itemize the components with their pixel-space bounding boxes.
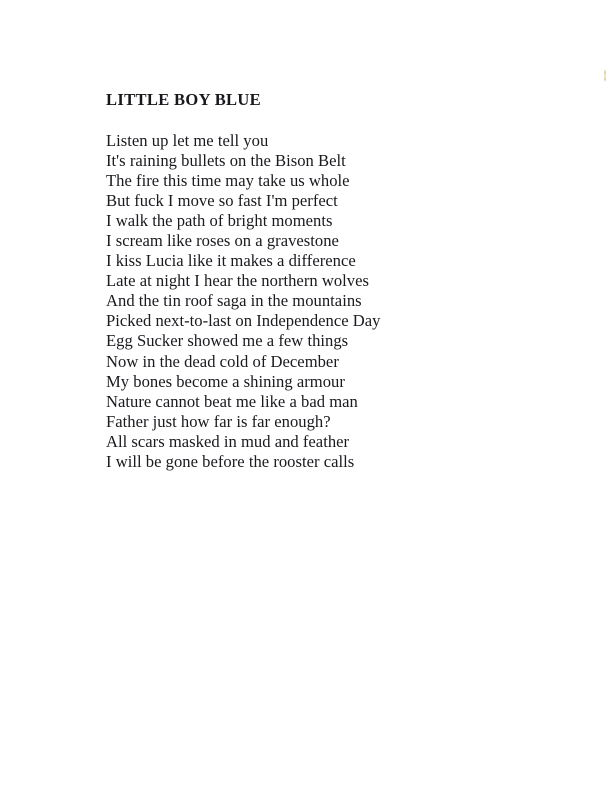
poem-line: I will be gone before the rooster calls [106,451,355,471]
poem-line: It's raining bullets on the Bison Belt [106,151,346,171]
scan-artifact-mark [604,69,606,82]
poem-line: Picked next-to-last on Independence Day [106,311,381,331]
poem-line: The fire this time may take us whole [106,171,350,191]
poem-line: Late at night I hear the northern wolves [106,271,369,291]
poem-line: I walk the path of bright moments [106,211,333,231]
poem-line: All scars masked in mud and feather [106,431,350,451]
poem-line: And the tin roof saga in the mountains [106,291,362,311]
poem-line: My bones become a shining armour [106,371,345,391]
poem-line: I kiss Lucia like it makes a difference [106,251,356,271]
poem-line: Now in the dead cold of December [106,351,339,371]
poem-line: Listen up let me tell you [106,131,269,150]
poem-line: Nature cannot beat me like a bad man [106,391,358,411]
poem-line: Egg Sucker showed me a few things [106,331,349,351]
poem-body [106,131,566,472]
page-title: LITTLE BOY BLUE [106,90,262,109]
poem-line: But fuck I move so fast I'm perfect [106,191,338,211]
poem-block [106,90,566,472]
poem-line: Father just how far is far enough? [106,411,331,431]
poem-line: I scream like roses on a gravestone [106,231,339,251]
